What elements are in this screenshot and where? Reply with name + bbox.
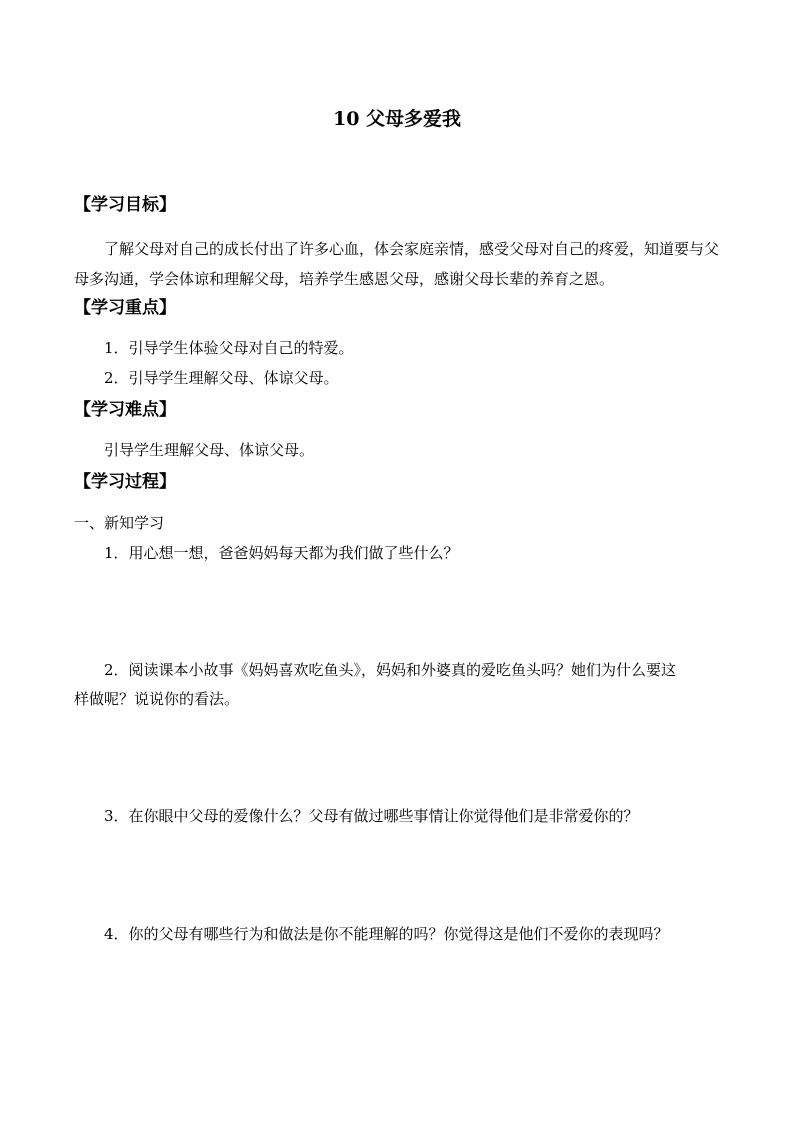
heading-learning-process: 【学习过程】: [74, 472, 176, 492]
question-2-line-2: 样做呢？说说你的看法。: [74, 690, 240, 708]
part-one-label: 一、新知学习: [74, 514, 165, 532]
question-1: 1．用心想一想，爸爸妈妈每天都为我们做了些什么？: [104, 544, 459, 562]
difficulties-text: 引导学生理解父母、体谅父母。: [104, 441, 315, 459]
question-3: 3．在你眼中父母的爱像什么？父母有做过哪些事情让你觉得他们是非常爱你的？: [104, 807, 639, 825]
key-point-item: 2．引导学生理解父母、体谅父母。: [104, 369, 339, 387]
question-4: 4．你的父母有哪些行为和做法是你不能理解的吗？你觉得这是他们不爱你的表现吗？: [104, 925, 669, 943]
page-title: 10 父母多爱我: [332, 108, 462, 130]
heading-key-points: 【学习重点】: [74, 298, 176, 318]
question-2-line-1: 2．阅读课本小故事《妈妈喜欢吃鱼头》，妈妈和外婆真的爱吃鱼头吗？她们为什么要这: [104, 661, 677, 679]
heading-learning-goals: 【学习目标】: [74, 195, 176, 215]
heading-difficulties: 【学习难点】: [74, 400, 176, 420]
learning-goals-text: 了解父母对自己的成长付出了许多心血，体会家庭亲情，感受父母对自己的疼爱，知道要与父母多沟通，学会体谅和理解父母，培养学生感恩父母，感谢父母长辈的养育之恩。: [74, 240, 720, 288]
key-point-item: 1．引导学生体验父母对自己的特爱。: [104, 339, 354, 357]
